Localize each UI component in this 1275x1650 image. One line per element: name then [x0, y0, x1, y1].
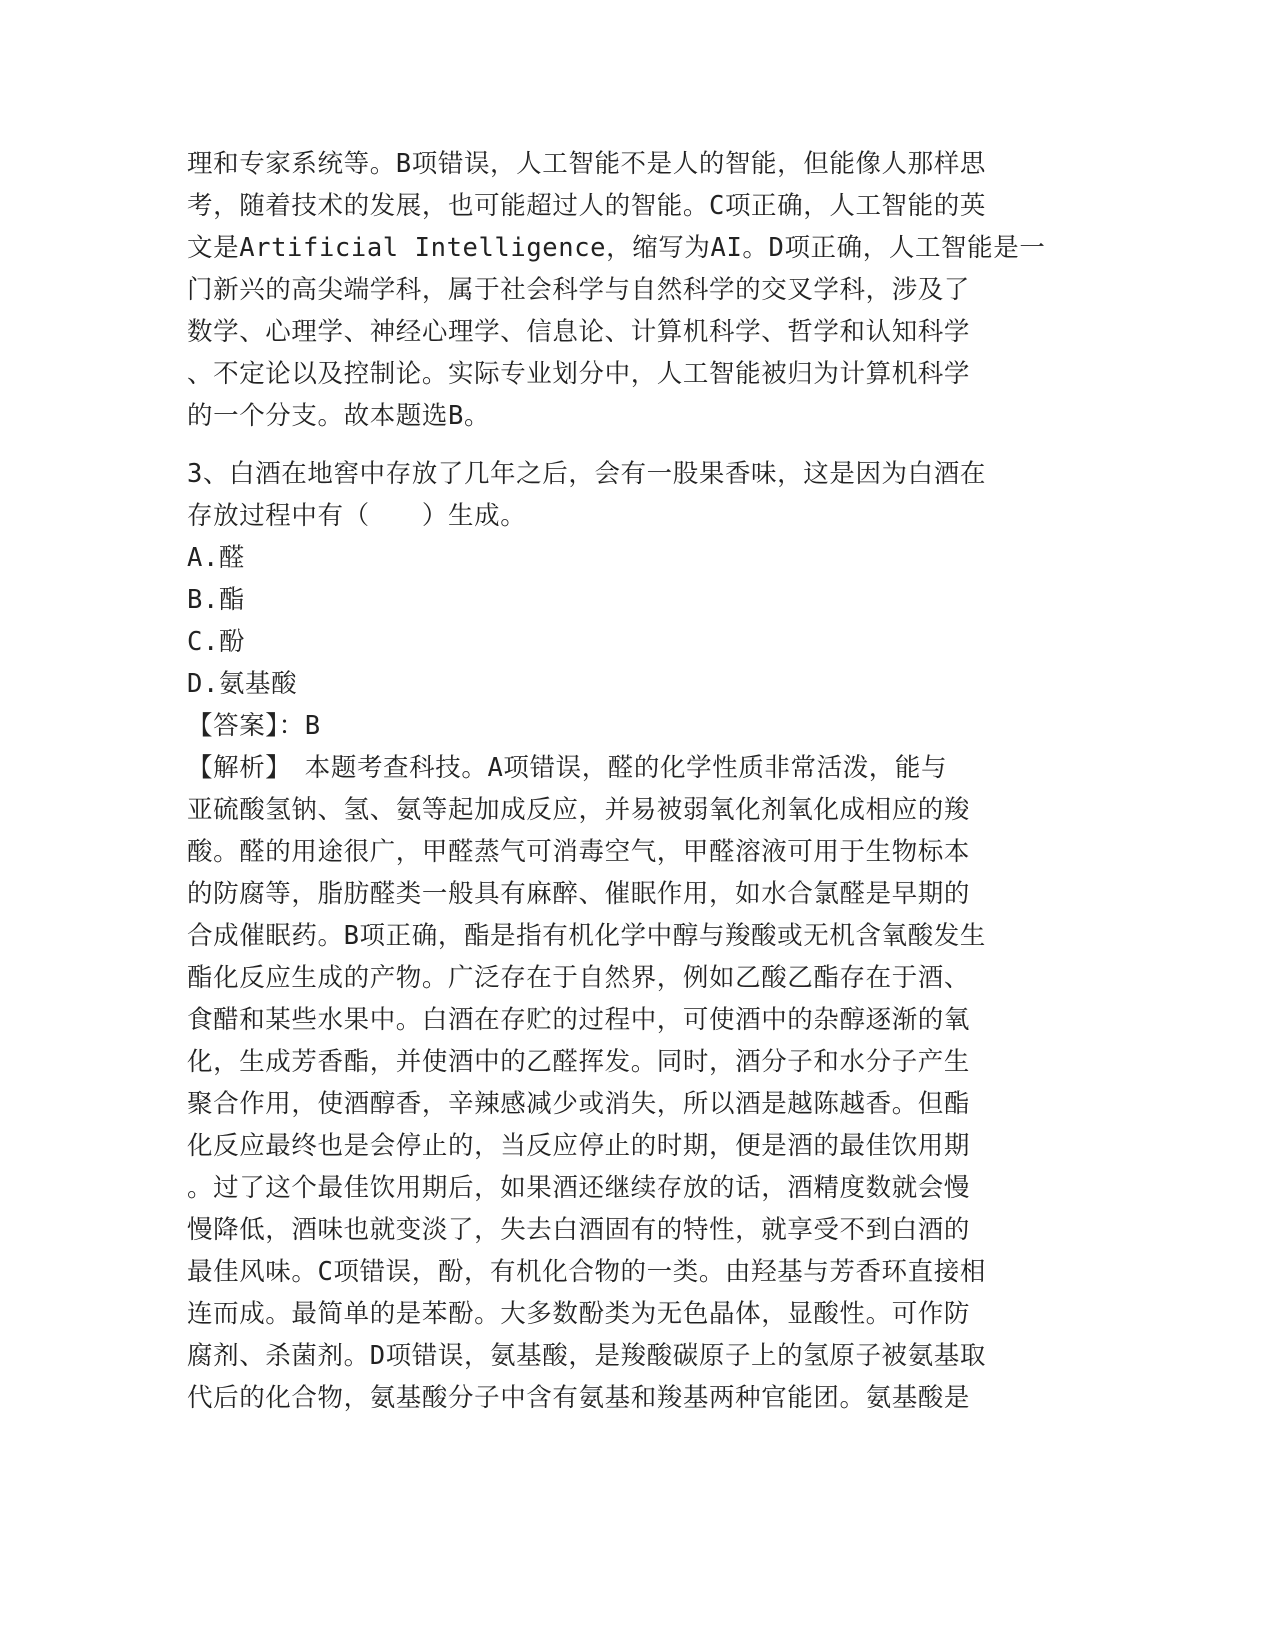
analysis-line: 【解析】 本题考查科技。A项错误，醛的化学性质非常活泼，能与 — [187, 753, 948, 783]
analysis-line: 的防腐等，脂肪醛类一般具有麻醉、催眠作用，如水合氯醛是早期的 — [187, 879, 971, 909]
option-a: A.醛 — [187, 543, 246, 573]
analysis-line: 连而成。最简单的是苯酚。大多数酚类为无色晶体，显酸性。可作防 — [187, 1299, 971, 1329]
option-b: B.酯 — [187, 585, 246, 615]
analysis-line: 腐剂、杀菌剂。D项错误，氨基酸，是羧酸碳原子上的氢原子被氨基取 — [187, 1341, 986, 1371]
text-line: 门新兴的高尖端学科，属于社会科学与自然科学的交叉学科，涉及了 — [187, 275, 971, 305]
analysis-line: 合成催眠药。B项正确，酯是指有机化学中醇与羧酸或无机含氧酸发生 — [187, 921, 986, 951]
text-line: 理和专家系统等。B项错误，人工智能不是人的智能，但能像人那样思 — [187, 149, 986, 179]
text-line: 文是Artificial Intelligence，缩写为AI。D项正确，人工智能是一 — [187, 233, 1046, 263]
analysis-line: 慢降低，酒味也就变淡了，失去白酒固有的特性，就享受不到白酒的 — [187, 1215, 971, 1245]
analysis-line: 亚硫酸氢钠、氢、氨等起加成反应，并易被弱氧化剂氧化成相应的羧 — [187, 795, 971, 825]
text-line: 的一个分支。故本题选B。 — [187, 401, 491, 431]
text-line: 、不定论以及控制论。实际专业划分中，人工智能被归为计算机科学 — [187, 359, 971, 389]
analysis-line: 化，生成芳香酯，并使酒中的乙醛挥发。同时，酒分子和水分子产生 — [187, 1047, 971, 1077]
text-line: 考，随着技术的发展，也可能超过人的智能。C项正确，人工智能的英 — [187, 191, 986, 221]
question-stem-line: 存放过程中有（ ）生成。 — [187, 501, 527, 531]
analysis-line: 化反应最终也是会停止的，当反应停止的时期，便是酒的最佳饮用期 — [187, 1131, 971, 1161]
analysis-line: 。过了这个最佳饮用期后，如果酒还继续存放的话，酒精度数就会慢 — [187, 1173, 971, 1203]
text-line: 数学、心理学、神经心理学、信息论、计算机科学、哲学和认知科学 — [187, 317, 971, 347]
question-stem-line: 3、白酒在地窖中存放了几年之后，会有一股果香味，这是因为白酒在 — [187, 459, 986, 489]
answer-line: 【答案】：B — [187, 711, 321, 741]
analysis-line: 代后的化合物，氨基酸分子中含有氨基和羧基两种官能团。氨基酸是 — [187, 1383, 971, 1413]
analysis-line: 食醋和某些水果中。白酒在存贮的过程中，可使酒中的杂醇逐渐的氧 — [187, 1005, 971, 1035]
analysis-line: 酸。醛的用途很广，甲醛蒸气可消毒空气，甲醛溶液可用于生物标本 — [187, 837, 971, 867]
option-d: D.氨基酸 — [187, 669, 298, 699]
analysis-line: 酯化反应生成的产物。广泛存在于自然界，例如乙酸乙酯存在于酒、 — [187, 963, 971, 993]
option-c: C.酚 — [187, 627, 246, 657]
analysis-line: 聚合作用，使酒醇香，辛辣感减少或消失，所以酒是越陈越香。但酯 — [187, 1089, 971, 1119]
analysis-line: 最佳风味。C项错误，酚，有机化合物的一类。由羟基与芳香环直接相 — [187, 1257, 986, 1287]
